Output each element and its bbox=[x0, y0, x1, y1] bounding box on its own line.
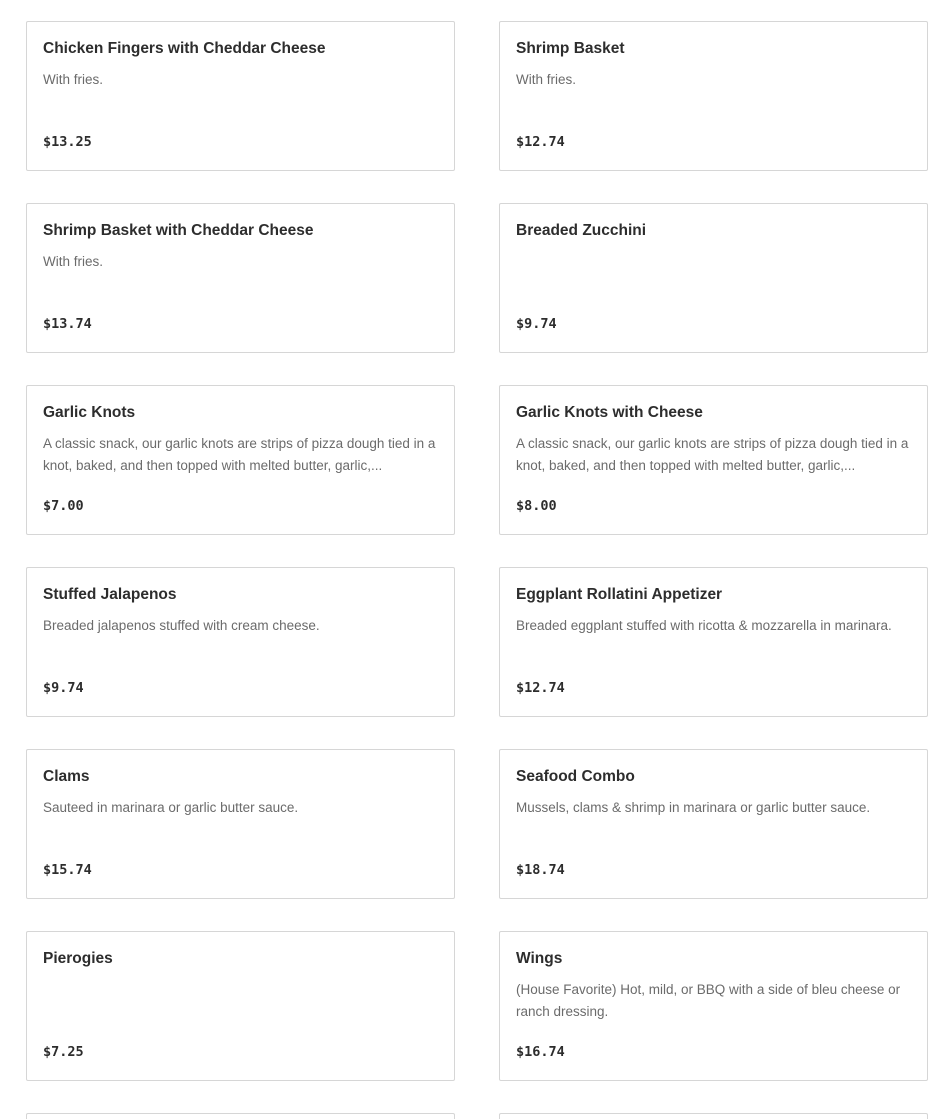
menu-item-price: $12.74 bbox=[516, 680, 565, 696]
menu-item-card[interactable] bbox=[26, 21, 455, 171]
menu-item-card[interactable] bbox=[499, 931, 928, 1081]
menu-item-description: Breaded jalapenos stuffed with cream cheese. bbox=[43, 618, 320, 633]
menu-item-card[interactable] bbox=[499, 385, 928, 535]
menu-item-name: Shrimp Basket with Cheddar Cheese bbox=[43, 222, 314, 239]
menu-item-price: $9.74 bbox=[43, 680, 84, 696]
menu-item-card[interactable] bbox=[499, 203, 928, 353]
menu-item-card[interactable] bbox=[26, 385, 455, 535]
menu-item-description: With fries. bbox=[516, 72, 577, 87]
menu-item-price: $9.74 bbox=[516, 316, 557, 332]
menu-item-price: $13.25 bbox=[43, 134, 92, 150]
menu-item-card[interactable] bbox=[499, 21, 928, 171]
menu-item-name: Garlic Knots with Cheese bbox=[516, 404, 703, 421]
menu-item-price: $15.74 bbox=[43, 862, 92, 878]
menu-item-card[interactable] bbox=[26, 1113, 455, 1119]
menu-item-name: Eggplant Rollatini Appetizer bbox=[516, 586, 723, 603]
menu-item-description: Mussels, clams & shrimp in marinara or garlic butter sauce. bbox=[516, 800, 871, 815]
menu-item-card[interactable] bbox=[499, 567, 928, 717]
menu-item-name: Wings bbox=[516, 950, 563, 967]
menu-item-name: Shrimp Basket bbox=[516, 40, 625, 57]
menu-item-name: Stuffed Jalapenos bbox=[43, 586, 177, 603]
menu-item-description: Sauteed in marinara or garlic butter sauce. bbox=[43, 800, 299, 815]
menu-item-name: Pierogies bbox=[43, 950, 113, 967]
menu-item-description: With fries. bbox=[43, 72, 104, 87]
menu-item-price: $13.74 bbox=[43, 316, 92, 332]
menu-item-name: Breaded Zucchini bbox=[516, 222, 647, 239]
menu-item-price: $8.00 bbox=[516, 498, 557, 514]
menu-item-price: $7.00 bbox=[43, 498, 84, 514]
menu-item-card[interactable] bbox=[499, 749, 928, 899]
menu-item-name: Clams bbox=[43, 768, 90, 785]
menu-item-name: Seafood Combo bbox=[516, 768, 635, 785]
menu-item-description: With fries. bbox=[43, 254, 104, 269]
menu-item-card[interactable] bbox=[26, 749, 455, 899]
menu-item-description: Breaded eggplant stuffed with ricotta & mozzarella in marinara. bbox=[516, 618, 892, 633]
menu-item-price: $16.74 bbox=[516, 1044, 565, 1060]
menu-item-price: $12.74 bbox=[516, 134, 565, 150]
menu-item-description: A classic snack, our garlic knots are strips of pizza dough tied in a knot, baked, and then topped with melted butter, garlic,... bbox=[516, 436, 909, 473]
menu-item-name: Garlic Knots bbox=[43, 404, 136, 421]
menu-item-card[interactable] bbox=[26, 567, 455, 717]
menu-item-price: $7.25 bbox=[43, 1044, 84, 1060]
menu-item-card[interactable] bbox=[26, 931, 455, 1081]
menu-item-card[interactable] bbox=[499, 1113, 928, 1119]
menu-item-description: A classic snack, our garlic knots are strips of pizza dough tied in a knot, baked, and then topped with melted butter, garlic,... bbox=[43, 436, 436, 473]
menu-item-price: $18.74 bbox=[516, 862, 565, 878]
menu-item-name: Chicken Fingers with Cheddar Cheese bbox=[43, 40, 326, 57]
menu-item-card[interactable] bbox=[26, 203, 455, 353]
menu-item-description: (House Favorite) Hot, mild, or BBQ with a side of bleu cheese or ranch dressing. bbox=[516, 982, 901, 1019]
